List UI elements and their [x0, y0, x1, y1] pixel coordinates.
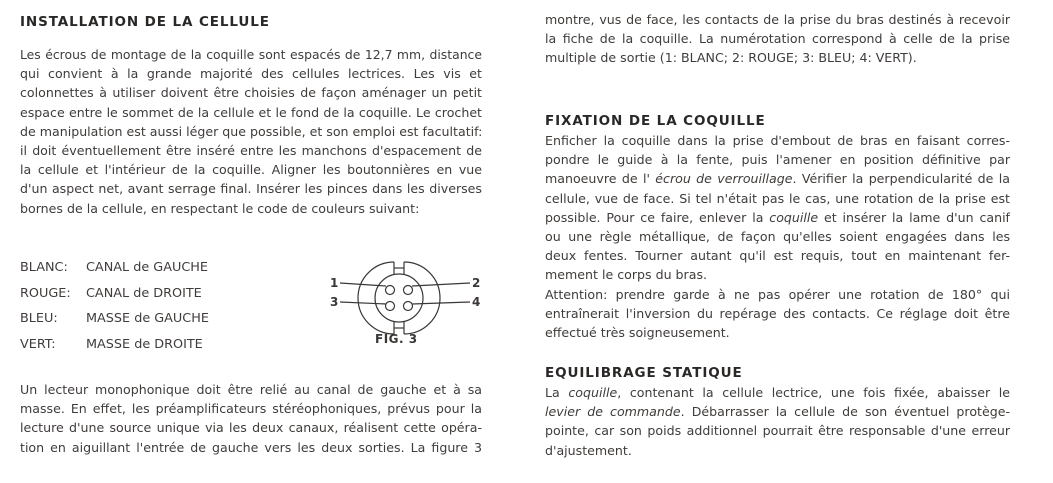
color-code-value: MASSE de GAUCHE [86, 311, 209, 326]
text-line [545, 383, 1010, 402]
pin-3 [386, 302, 395, 311]
text-line: pointe, car son poids additionnel pourrait être responsable d'une erreur [545, 423, 1010, 439]
color-code-row [20, 306, 209, 332]
pin-label-4: 4 [472, 295, 481, 309]
text-line: mement le corps du bras. [545, 267, 708, 283]
pin-2 [404, 286, 413, 295]
text-line: lecture d'une source unique via les deux canaux, réalisent cette opéra- [20, 420, 482, 436]
color-code-list [20, 255, 209, 357]
color-code-value: CANAL de GAUCHE [86, 260, 208, 275]
color-code-key: VERT: [20, 336, 56, 352]
text-line: masse. En effet, les préamplificateurs stéréophoniques, prévus pour la [20, 401, 482, 417]
pin-label-3: 3 [330, 295, 339, 309]
text-line: cellule, vue de face. Si tel n'était pas le cas, une rotation de la prise est [545, 190, 1010, 206]
text-line: effectué très soigneusement. [545, 324, 730, 340]
paragraph-equilibrage [545, 383, 1010, 460]
pin-label-2: 2 [472, 276, 481, 290]
text-run: La [545, 385, 569, 400]
text-line: tion en aiguillant l'entrée de gauche vers les deux sorties. La figure 3 [20, 439, 482, 455]
text-line: pondre le guide à la fente, puis l'amener en position définitive par [545, 152, 1010, 168]
paragraph-fixation [545, 131, 1010, 342]
text-line: Enficher la coquille dans la prise d'embout de bras en faisant corres- [545, 133, 1010, 148]
color-code-value: MASSE de DROITE [86, 336, 203, 352]
color-code-value: CANAL de DROITE [86, 285, 202, 301]
color-code-key: BLANC: [20, 260, 68, 275]
text-line: la cellule et l'intérieur de la coquille. Aligner les boutonnières en vue [20, 162, 482, 178]
text-line: colonnettes à utiliser doivent être choisies de façon aménager un petit [20, 85, 482, 101]
text-line: Attention: prendre garde à ne pas opérer une rotation de 180° qui [545, 286, 1010, 302]
text-run: , contenant la cellule lectrice, une fois fixée, abaisser le [617, 385, 1011, 400]
heading-fixation: FIXATION DE LA COQUILLE [545, 113, 766, 129]
paragraph-mono [20, 380, 482, 457]
text-line: deux fentes. Tourner autant qu'il est requis, tout en maintenant fer- [545, 248, 1010, 264]
text-line: bornes de la cellule, en respectant le code de couleurs suivant: [20, 200, 420, 216]
figure-caption: FIG. 3 [375, 332, 418, 346]
color-code-row [20, 332, 209, 358]
italic-term: coquille [568, 385, 618, 400]
italic-term: écrou de verrouillage [655, 171, 793, 187]
text-line: entraînerait l'inversion du repérage des contacts. Ce réglage doit être [545, 305, 1010, 321]
text-line [545, 402, 1010, 421]
text-line: montre, vus de face, les contacts de la prise du bras destinés à recevoir [545, 12, 1010, 27]
color-code-row [20, 255, 209, 281]
pin-4 [404, 302, 413, 311]
text-line: il doit éventuellement être inséré entre les manchons d'espacement de [20, 142, 482, 158]
text-line: Les écrous de montage de la coquille sont espacés de 12,7 mm, distance [20, 47, 482, 62]
text-line: multiple de sortie (1: BLANC; 2: ROUGE; 3: BLEU; 4: VERT). [545, 50, 917, 66]
text-run: . Vérifier la perpendicularité de la [792, 171, 1010, 187]
pin-1 [386, 286, 395, 295]
italic-term: levier de commande [545, 404, 681, 420]
text-run: et insérer la lame d'un canif [818, 209, 1010, 225]
text-line: Un lecteur monophonique doit être relié au canal de gauche et à sa [20, 382, 482, 397]
color-code-row [20, 281, 209, 307]
italic-term: coquille [769, 209, 819, 225]
color-code-key: BLEU: [20, 311, 58, 326]
heading-equilibrage: EQUILIBRAGE STATIQUE [545, 365, 743, 381]
pin-label-1: 1 [330, 276, 339, 290]
text-line [545, 169, 1010, 188]
text-line: d'ajustement. [545, 442, 632, 458]
heading-installation: INSTALLATION DE LA CELLULE [20, 14, 270, 30]
connector-inner [375, 274, 423, 322]
text-line: espace entre le sommet de la cellule et le fond de la coquille. Le crochet [20, 104, 482, 120]
connector-outer-right [404, 262, 440, 334]
text-line: qui convient à la grande majorité des cellules lectrices. Les vis et [20, 66, 482, 82]
paragraph-continued [545, 10, 1010, 68]
color-code-key: ROUGE: [20, 285, 71, 301]
text-line: d'un aspect net, avant serrage final. Insérer les pinces dans les diverses [20, 181, 482, 197]
text-line: de manipulation est aussi léger que possible, et son emploi est facultatif: [20, 123, 483, 139]
text-run: . Débarrasser la cellule de son éventuel protège- [680, 404, 1011, 420]
text-line: la fiche de la coquille. La numérotation correspond à celle de la prise [545, 31, 1010, 47]
connector-outer-left [358, 262, 394, 334]
text-run: possible. Pour ce faire, enlever la [545, 209, 770, 225]
text-run: manoeuvre de l' [545, 171, 656, 187]
paragraph-installation [20, 45, 482, 218]
text-line [545, 208, 1010, 227]
text-line: ou une règle métallique, de façon qu'elles soient engagées dans les [545, 228, 1010, 244]
